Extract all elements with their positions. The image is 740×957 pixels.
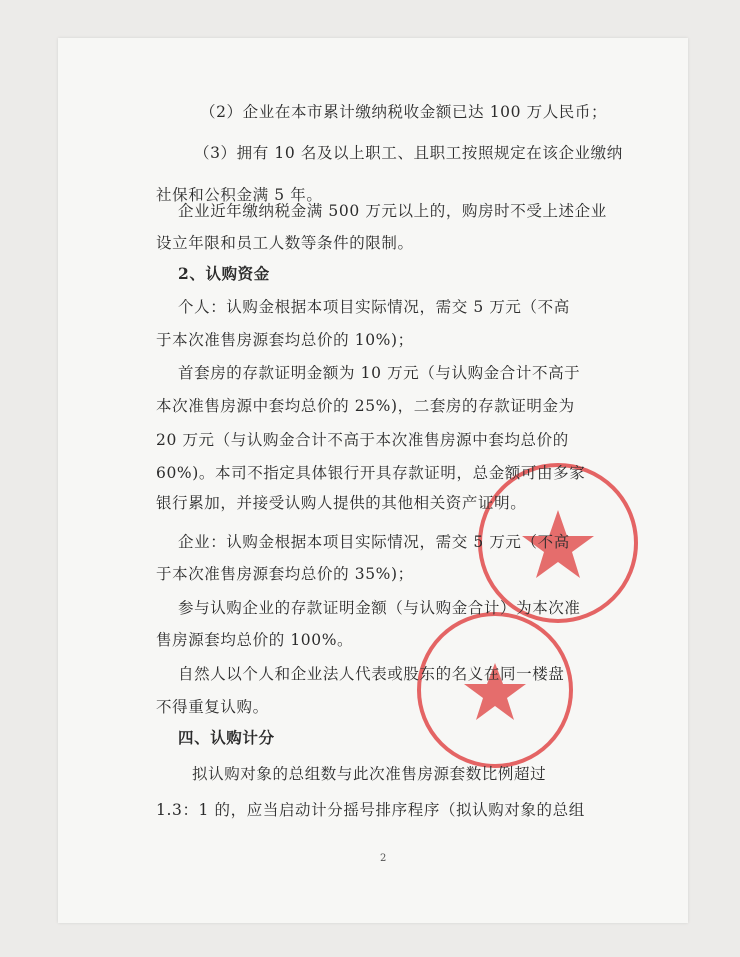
text-line: 个人：认购金根据本项目实际情况，需交 5 万元（不高 <box>178 298 570 316</box>
text-line: 1.3：1 的，应当启动计分摇号排序程序（拟认购对象的总组 <box>156 801 585 819</box>
text-line: 本次准售房源中套均总价的 25%)，二套房的存款证明金为 <box>156 397 575 415</box>
text-line: 社保和公积金满 5 年。 <box>156 186 323 204</box>
text-line: 企业：认购金根据本项目实际情况，需交 5 万元（不高 <box>178 533 570 551</box>
text-line: 参与认购企业的存款证明金额（与认购金合计）为本次准 <box>178 599 581 617</box>
text-line: 首套房的存款证明金额为 10 万元（与认购金合计不高于 <box>178 364 581 382</box>
section-heading: 四、认购计分 <box>178 728 275 747</box>
text-line: 自然人以个人和企业法人代表或股东的名义在同一楼盘 <box>178 665 565 683</box>
text-line: 60%)。本司不指定具体银行开具存款证明，总金额可由多家 <box>156 464 586 482</box>
section-heading: 2、认购资金 <box>178 264 270 283</box>
text-line: 企业近年缴纳税金满 500 万元以上的，购房时不受上述企业 <box>178 202 607 220</box>
text-line: （3）拥有 10 名及以上职工、且职工按照规定在该企业缴纳 <box>194 144 623 162</box>
page-number: 2 <box>380 853 387 864</box>
text-line: 拟认购对象的总组数与此次准售房源套数比例超过 <box>192 765 547 783</box>
text-line: 于本次准售房源套均总价的 35%)； <box>156 565 414 583</box>
document-page <box>58 38 688 923</box>
company-seal-lower <box>413 608 578 773</box>
text-line: 不得重复认购。 <box>156 698 269 716</box>
text-line: （2）企业在本市累计缴纳税收金额已达 100 万人民币； <box>200 103 608 121</box>
text-line: 于本次准售房源套均总价的 10%)； <box>156 331 414 349</box>
text-line: 20 万元（与认购金合计不高于本次准售房源中套均总价的 <box>156 431 569 449</box>
text-line: 售房源套均总价的 100%。 <box>156 631 354 649</box>
text-line: 银行累加，并接受认购人提供的其他相关资产证明。 <box>156 494 527 512</box>
text-line: 设立年限和员工人数等条件的限制。 <box>156 234 414 252</box>
